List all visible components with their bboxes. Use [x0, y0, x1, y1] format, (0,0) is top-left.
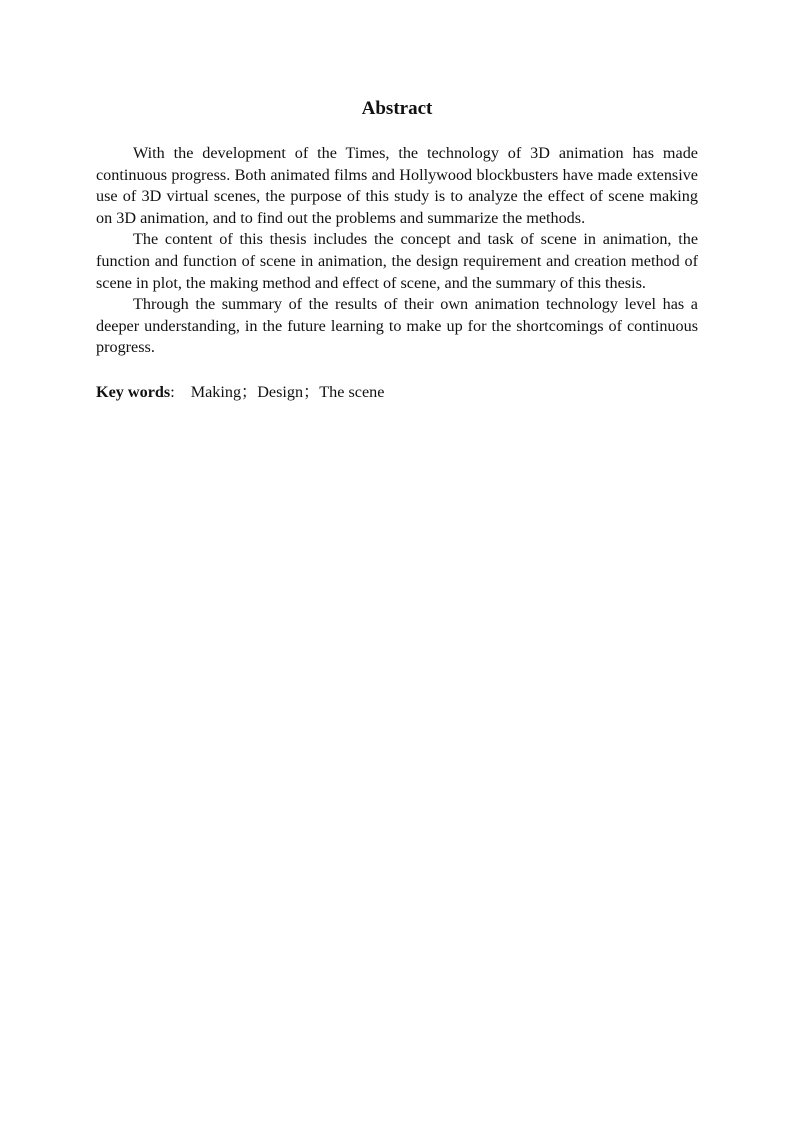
- abstract-paragraph-1: With the development of the Times, the technology of 3D animation has made continuous progress. Both animated films and Hollywood blockbusters have made extensive use of 3D virtual scenes, the purpose of this study is to analyze the effect of scene making on 3D animation, and to find out the problems and summarize the methods.: [96, 144, 698, 227]
- abstract-title: Abstract: [361, 98, 433, 119]
- keywords-label: Key words: [96, 382, 171, 401]
- keywords-colon: :: [170, 382, 175, 401]
- abstract-paragraph-3: Through the summary of the results of their own animation technology level has a deeper understanding, in the future learning to make up for the shortcomings of continuous progress.: [96, 295, 698, 357]
- abstract-page: [96, 95, 698, 404]
- keyword-item: The scene: [319, 382, 385, 401]
- abstract-paragraph-2: The content of this thesis includes the concept and task of scene in animation, the function and function of scene in animation, the design requirement and creation method of scene in plot, the making method and effect of scene, and the summary of this thesis.: [96, 230, 698, 292]
- keyword-item: Making: [190, 382, 242, 401]
- keyword-item: Design: [257, 382, 304, 401]
- keyword-separator: ；: [241, 382, 258, 401]
- keywords-line: [96, 382, 698, 404]
- keyword-separator: ；: [303, 382, 320, 401]
